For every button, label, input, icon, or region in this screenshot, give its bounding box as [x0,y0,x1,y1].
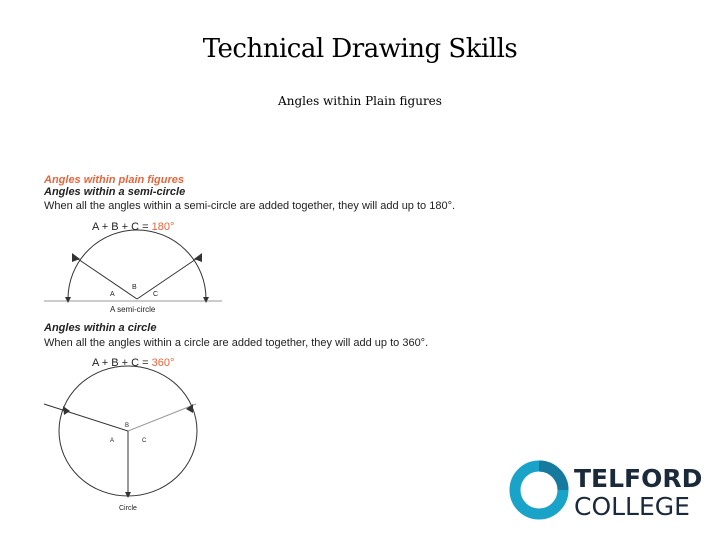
semicircle-label-b: B [132,284,137,291]
logo-line-2: COLLEGE [574,492,690,521]
semicircle-label-c: C [153,291,159,298]
slide-subtitle: Angles within Plain figures [278,94,442,108]
semicircle-label-a: A [110,291,115,298]
semicircle-chord-right [137,257,199,299]
circle-equation [92,357,174,369]
circle-caption: Circle [119,505,137,512]
semicircle-heading: Angles within a semi-circle [44,186,186,198]
arrowhead [186,404,193,413]
circle-label-b: B [125,423,130,429]
logo-line-1: TELFORD [574,464,703,493]
circle-text: When all the angles within a circle are added together, they will add up to 360°. [44,337,429,349]
circle-diagram [44,366,197,498]
arrowhead [194,253,202,262]
arrowhead [125,492,131,498]
circle-eq-value: 360° [151,357,175,369]
telford-college-logo [508,458,710,522]
semicircle-text: When all the angles within a semi-circle are added together, they will add up to 180°. [44,200,456,212]
circle-radius-left [44,404,128,431]
semicircle-diagram [44,230,222,303]
logo-ring-icon [515,466,563,514]
circle-heading: Angles within a circle [44,322,157,334]
circle-label-c: C [142,438,147,444]
slide-title: Technical Drawing Skills [202,34,518,64]
semicircle-eq-prefix: A + B + C = [92,221,152,233]
arrowhead [63,406,70,415]
semicircle-chord-left [75,257,137,299]
semicircle-eq-value: 180° [151,221,175,233]
circle-label-a: A [110,438,115,444]
arrowhead [65,297,71,303]
arrowhead [72,253,80,262]
arrowhead [203,297,209,303]
circle-eq-prefix: A + B + C = [92,357,152,369]
semicircle-equation [92,221,174,233]
circle-radius-right [128,404,196,431]
semicircle-caption: A semi-circle [110,305,156,314]
figure-heading: Angles within plain figures [44,174,184,186]
semicircle-arc [68,230,206,299]
